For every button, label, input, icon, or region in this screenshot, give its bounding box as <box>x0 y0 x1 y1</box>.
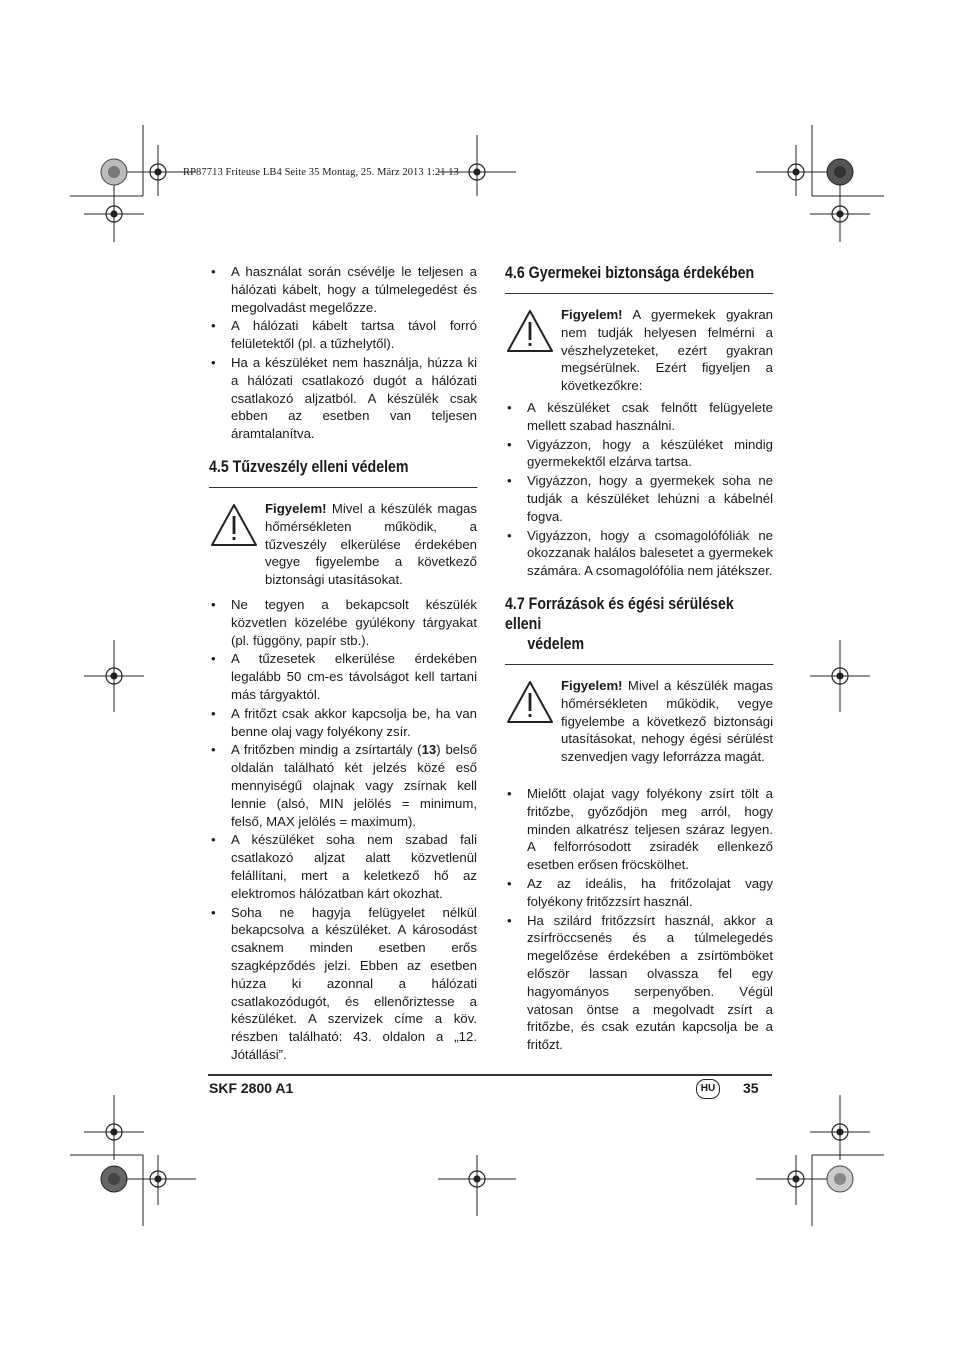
section-heading-line: védelem <box>527 634 585 653</box>
warning-triangle-icon <box>505 679 555 725</box>
warning-label: Figyelem! <box>561 307 623 322</box>
page-number: 35 <box>743 1080 759 1096</box>
bullet-text: A fritőzben mindig a zsírtartály ( <box>231 742 422 758</box>
section-4-6-heading-wrap <box>505 263 773 294</box>
section-heading-4-6: 4.6 Gyermekei biztonsága érdekében <box>505 263 773 294</box>
warning-text: Mivel a készülék magas hőmérsékleten működik, a tűzveszély elkerülése érdekében vegye figyelembe a következő biztonsági utasításokat. <box>265 500 477 588</box>
list-item: • A készüléket csak felnőtt felügyelete mellett szabad használni. <box>505 399 773 435</box>
warning-box-children <box>505 306 773 395</box>
list-item: • Ha a készüléket nem használja, húzza ki a hálózati csatlakozó dugót a hálózati csatlakozó aljzatból. A készülék csak ebben az esetben van teljesen áramtalanítva. <box>209 354 477 443</box>
bullet-text: ) belső oldalán található két jelzés közé eső mennyiségű olajnak vagy zsírnak kell lennie (alsó, MIN jelölés = minimum, felső, MAX jelölés = maximum). <box>231 742 477 829</box>
burns-bullet-list <box>505 785 773 1054</box>
list-item: • Ne tegyen a bekapcsolt készülék közvetlen közelébe gyúlékony tárgyakat (pl. függöny, papír stb.). <box>209 596 477 649</box>
section-4-5-heading-wrap <box>209 457 477 488</box>
fire-bullet-list <box>209 596 477 1064</box>
section-heading-line: 4.7 Forrázások és égési sérülések elleni <box>505 594 734 633</box>
warning-box-burns <box>505 677 773 781</box>
footer-model-number: SKF 2800 A1 <box>209 1080 294 1096</box>
language-badge: HU <box>696 1079 720 1099</box>
section-4-7-heading-wrap <box>505 594 773 665</box>
print-slug: RP87713 Friteuse LB4 Seite 35 Montag, 25. März 2013 1:21 13 <box>183 167 459 178</box>
warning-triangle-icon <box>505 308 555 354</box>
warning-text: Mivel a készülék magas hőmérsékleten működik, vegye figyelembe a következő biztonsági utasításokat, nehogy égési sérülést szenvedjen vagy leforrázza magát. <box>561 677 773 765</box>
list-item: • Vigyázzon, hogy a csomagolófóliák ne okozzanak halálos balesetet a gyermekek számára. A csomagolófólia nem játékszer. <box>505 527 773 580</box>
section-heading-4-7 <box>505 594 773 665</box>
warning-box-fire <box>209 500 477 592</box>
list-item <box>209 741 477 830</box>
list-item: • Az az ideális, ha fritőzolajat vagy folyékony fritőzzsírt használ. <box>505 875 773 911</box>
list-item: • Soha ne hagyja felügyelet nélkül bekapcsolva a készüléket. A károsodást csaknem minden esetben erős szagképződés jelzi. Ebben az esetben húzza ki azonnal a hálózati csatlakozódugót, és ellenőriztesse a készüléket. A szervizek címe a köv. részben található: 43. oldalon a „12. Jótállási”. <box>209 904 477 1064</box>
warning-label: Figyelem! <box>265 500 327 516</box>
warning-label: Figyelem! <box>561 677 623 693</box>
list-item: • A használat során csévélje le teljesen a hálózati kábelt, hogy a túlmelegedést és megolvadást megelőzze. <box>209 263 477 316</box>
list-item: • Mielőtt olajat vagy folyékony zsírt tölt a fritőzbe, győződjön meg arról, hogy minden alkatrész teljesen száraz legyen. A felforrósodott zsiradék ellenkező esetben erősen fröcskölhet. <box>505 785 773 874</box>
list-item: • Ha szilárd fritőzzsírt használ, akkor a zsírfröccsenés és a túlmelegedés megelőzése érdekében a zsírtömböket először lassan olvassza fel egy hagyományos serpenyőben. Végül vatosan öntse a megolvadt zsírt a fritőzbe, és csak ezután kapcsolja be a fritőzt. <box>505 912 773 1054</box>
list-item: • A készüléket soha nem szabad fali csatlakozó aljzat alatt közvetlenül felállítani, mert a keletkező hő az elektromos hálózatban kárt okozhat. <box>209 831 477 902</box>
warning-triangle-icon <box>209 502 259 548</box>
list-item: • A fritőzt csak akkor kapcsolja be, ha van benne olaj vagy folyékony zsír. <box>209 705 477 741</box>
list-item: • A tűzesetek elkerülése érdekében legalább 50 cm-es távolságot kell tartani más tárgyaktól. <box>209 650 477 703</box>
right-column <box>505 263 773 1055</box>
left-column <box>209 263 477 1065</box>
list-item: • A hálózati kábelt tartsa távol forró felületektől (pl. a tűzhelytől). <box>209 317 477 353</box>
children-bullet-list <box>505 399 773 580</box>
section-heading-4-5: 4.5 Tűzveszély elleni védelem <box>209 457 477 488</box>
footer-rule <box>208 1074 772 1076</box>
intro-bullet-list <box>209 263 477 443</box>
part-reference: 13 <box>421 742 437 758</box>
list-item: • Vigyázzon, hogy a készüléket mindig gyermekektől elzárva tartsa. <box>505 436 773 472</box>
warning-text: A gyermekek gyakran nem tudják helyesen felmérni a vészhelyzeteket, ezért gyakran megsérülnek. Ezért figyeljen a következőkre: <box>561 307 774 394</box>
list-item: • Vigyázzon, hogy a gyermekek soha ne tudják a készüléket lehúzni a kábelnél fogva. <box>505 472 773 525</box>
